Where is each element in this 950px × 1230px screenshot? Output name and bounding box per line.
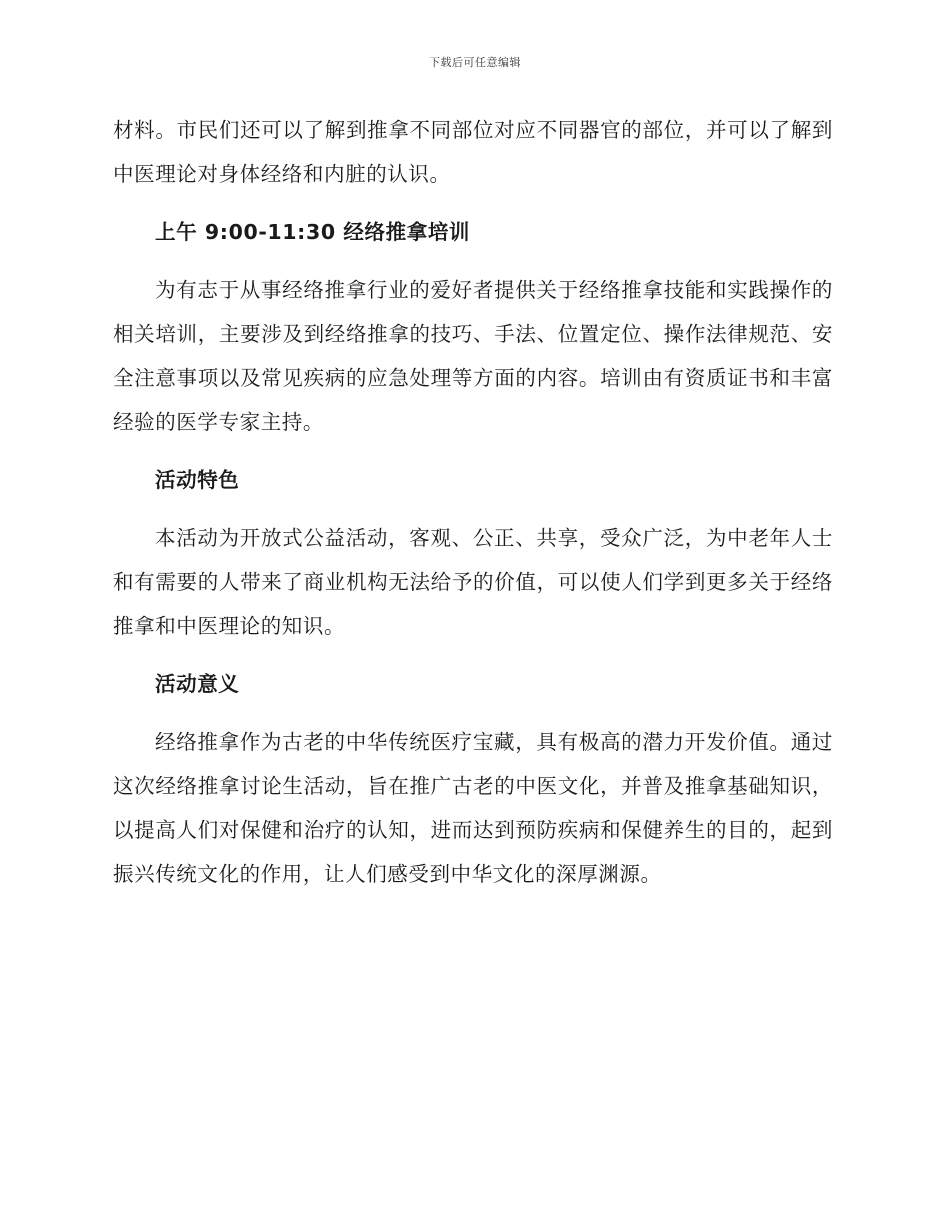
significance-section-heading: 活动意义 xyxy=(155,672,240,696)
significance-section-paragraph: 经络推拿作为古老的中华传统医疗宝藏，具有极高的潜力开发价值。通过这次经络推拿讨论生活动，旨在推广古老的中医文化，并普及推拿基础知识，以提高人们对保健和治疗的认知，进而达到预防疾病和保健养生的目的，起到振兴传统文化的作用，让人们感受到中华文化的深厚渊源。 xyxy=(113,730,833,886)
intro-continuation-paragraph: 材料。市民们还可以了解到推拿不同部位对应不同器官的部位，并可以了解到中医理论对身体经络和内脏的认识。 xyxy=(113,118,833,186)
page-header-note: 下载后可任意编辑 xyxy=(429,56,521,69)
training-section-heading: 上午 9:00-11:30 经络推拿培训 xyxy=(155,220,471,244)
training-section-paragraph: 为有志于从事经络推拿行业的爱好者提供关于经络推拿技能和实践操作的相关培训，主要涉及到经络推拿的技巧、手法、位置定位、操作法律规范、安全注意事项以及常见疾病的应急处理等方面的内容。培训由有资质证书和丰富经验的医学专家主持。 xyxy=(113,278,833,434)
features-section-heading: 活动特色 xyxy=(155,468,240,492)
document-body xyxy=(113,108,833,896)
features-section-paragraph: 本活动为开放式公益活动，客观、公正、共享，受众广泛，为中老年人士和有需要的人带来了商业机构无法给予的价值，可以使人们学到更多关于经络推拿和中医理论的知识。 xyxy=(113,526,833,638)
